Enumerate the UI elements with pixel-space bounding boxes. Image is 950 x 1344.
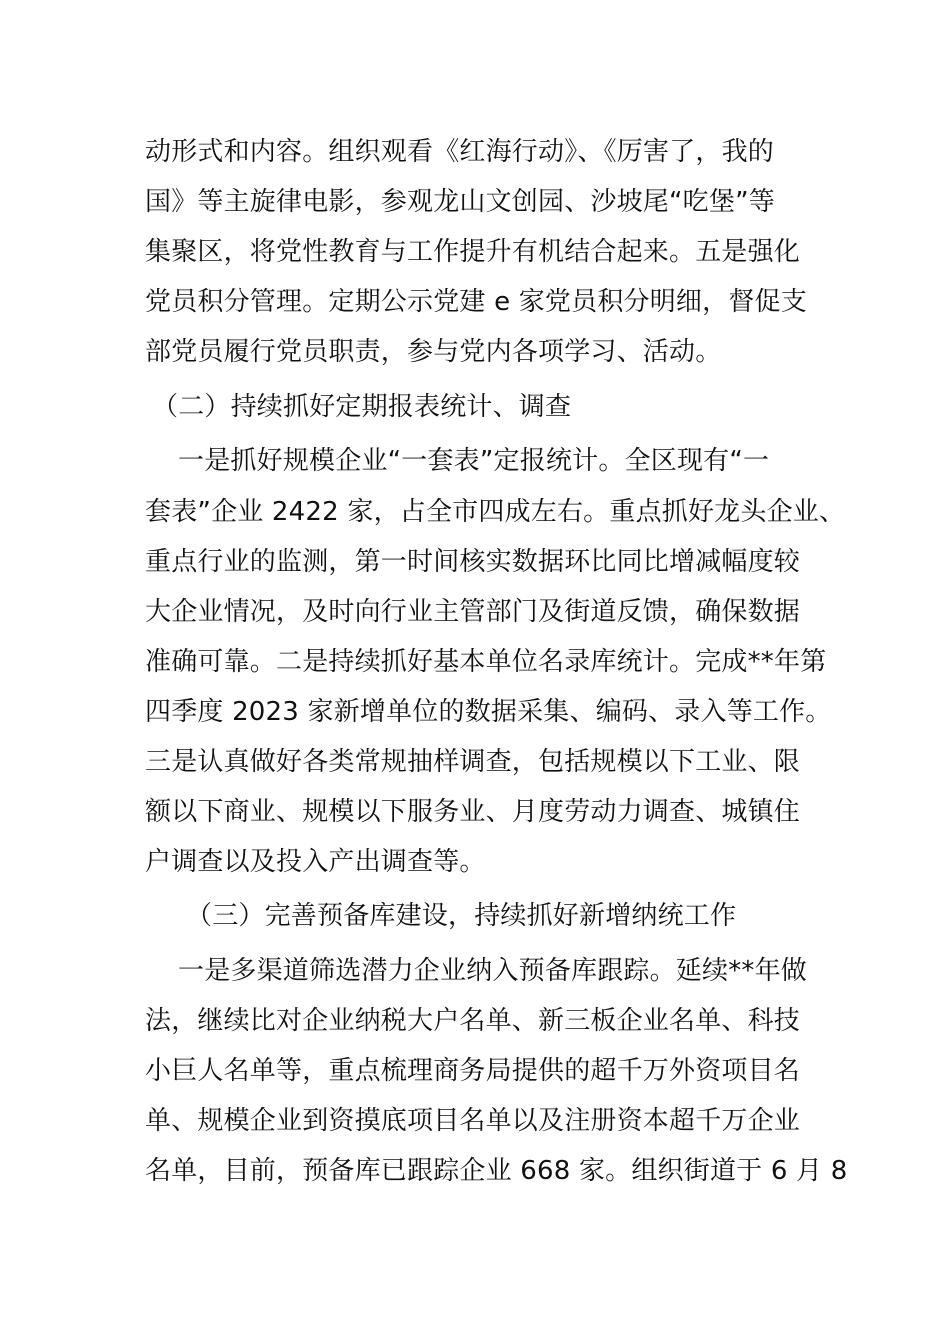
paragraph-first-line: 一是多渠道筛选潜力企业纳入预备库跟踪。延续**年做 <box>178 956 808 986</box>
text-line: 三是认真做好各类常规抽样调查，包括规模以下工业、限 <box>145 747 801 777</box>
section-heading: （二）持续抓好定期报表统计、调查 <box>152 392 572 422</box>
text-line: 小巨人名单等，重点梳理商务局提供的超千万外资项目名 <box>145 1056 801 1086</box>
text-line: 额以下商业、规模以下服务业、月度劳动力调查、城镇住 <box>145 797 801 827</box>
text-line: 重点行业的监测，第一时间核实数据环比同比增减幅度较 <box>145 547 801 577</box>
text-line: 四季度 2023 家新增单位的数据采集、编码、录入等工作。 <box>145 697 832 727</box>
text-line: 户调查以及投入产出调查等。 <box>145 847 486 877</box>
text-line: 名单，目前，预备库已跟踪企业 668 家。组织街道于 6 月 8 <box>145 1156 848 1186</box>
text-line: 套表”企业 2422 家，占全市四成左右。重点抓好龙头企业、 <box>145 497 846 527</box>
text-line: 党员积分管理。定期公示党建 e 家党员积分明细，督促支 <box>145 287 807 317</box>
section-heading: （三）完善预备库建设，持续抓好新增纳统工作 <box>186 901 737 931</box>
text-line: 准确可靠。二是持续抓好基本单位名录库统计。完成**年第 <box>145 647 827 677</box>
text-line: 国》等主旋律电影，参观龙山文创园、沙坡尾“吃堡”等 <box>145 187 775 217</box>
text-line: 动形式和内容。组织观看《红海行动》、《厉害了，我的 <box>145 137 775 167</box>
text-line: 单、规模企业到资摸底项目名单以及注册资本超千万企业 <box>145 1106 801 1136</box>
text-line: 法，继续比对企业纳税大户名单、新三板企业名单、科技 <box>145 1006 801 1036</box>
text-line: 大企业情况，及时向行业主管部门及街道反馈，确保数据 <box>145 597 801 627</box>
paragraph-first-line: 一是抓好规模企业“一套表”定报统计。全区现有“一 <box>178 446 770 476</box>
text-line: 集聚区，将党性教育与工作提升有机结合起来。五是强化 <box>145 237 801 267</box>
text-line: 部党员履行党员职责，参与党内各项学习、活动。 <box>145 337 722 367</box>
